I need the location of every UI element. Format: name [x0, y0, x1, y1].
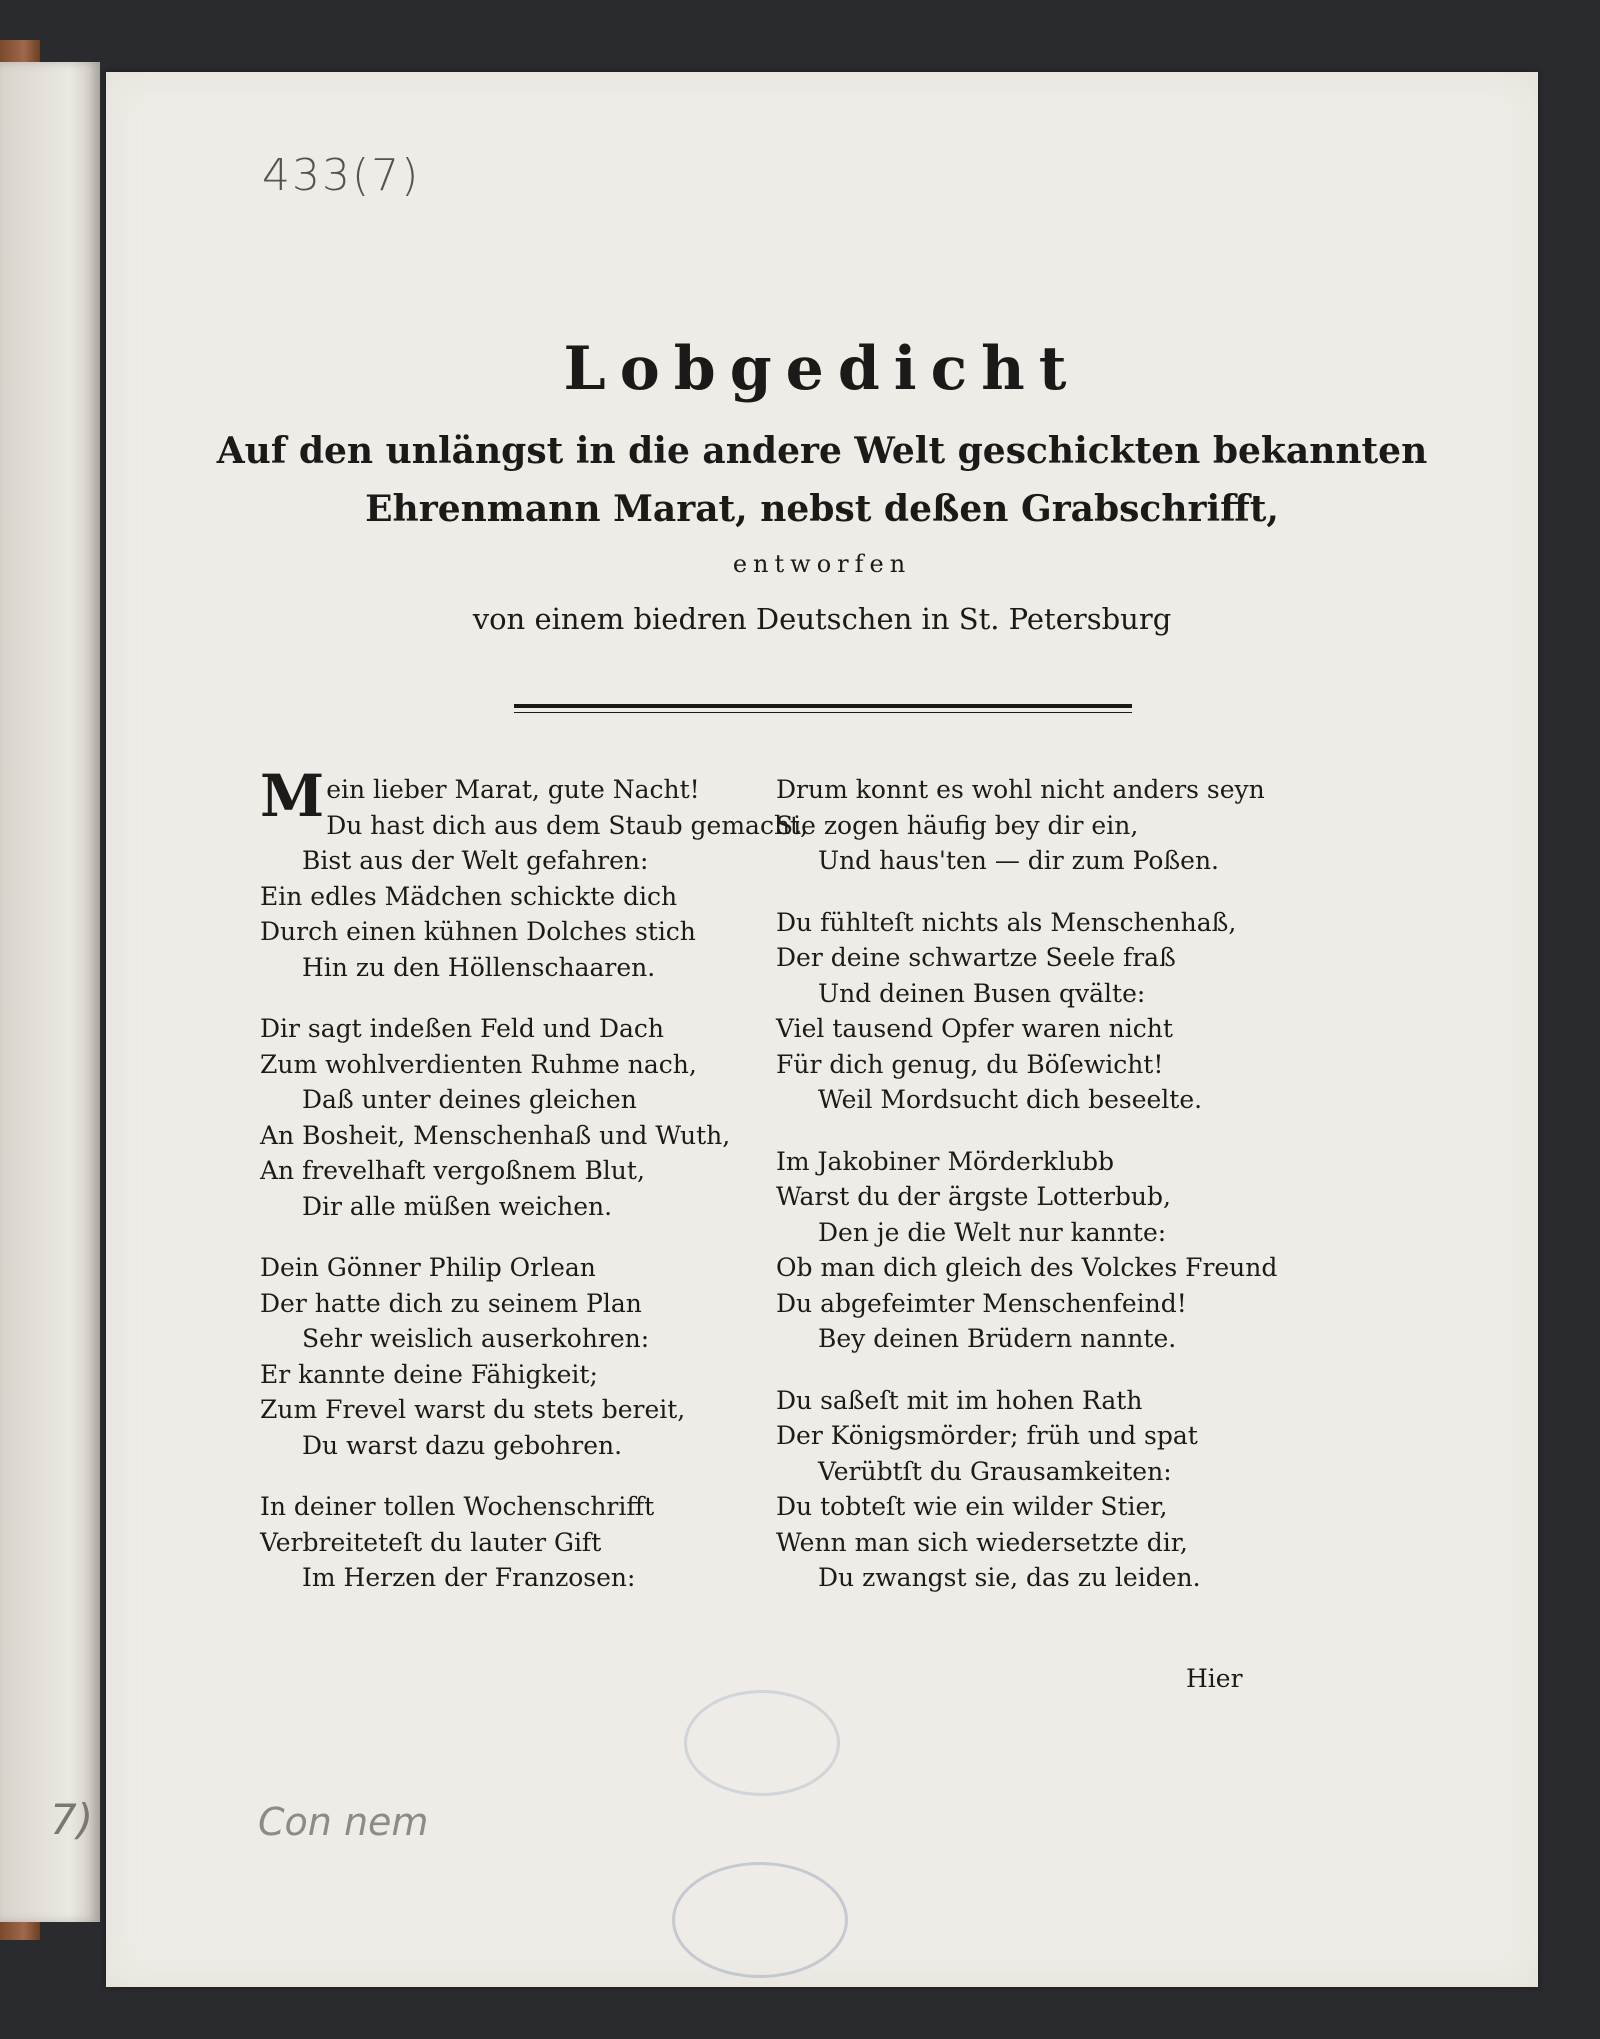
poem-line: Daß unter deines gleichen [302, 1085, 637, 1114]
poem-line: Und deinen Busen qvälte: [818, 978, 1146, 1008]
author-verb: entworfen [732, 550, 912, 578]
shelfmark-annotation: 433(7) [262, 150, 421, 201]
poem-line: Du zwangst sie, das zu leiden. [818, 1563, 1201, 1592]
poem-line: Dein Gönner Philip Orlean [260, 1253, 596, 1282]
poem-stanza [776, 772, 1296, 879]
poem-line: Du warst dazu gebohren. [302, 1430, 623, 1460]
poem-line: Wenn man sich wiedersetzte dir, [776, 1527, 1188, 1557]
catchword: Hier [1186, 1664, 1243, 1693]
poem-line: Du fühlteſt nichts als Menschenhaß, [776, 907, 1237, 937]
poem-line: Du tobteſt wie ein wilder Stier, [776, 1492, 1168, 1521]
poem-line: Mein lieber Marat, gute Nacht! [260, 762, 700, 830]
poem-line: Der hatte dich zu seinem Plan [260, 1288, 642, 1318]
margin-note: 7) [50, 1795, 94, 1844]
poem-line: Sehr weislich auserkohren: [302, 1324, 650, 1353]
poem-line: Bey deinen Brüdern nannte. [818, 1324, 1177, 1353]
poem-stanza [776, 1383, 1296, 1596]
title-divider-thin [514, 712, 1132, 713]
poem-line: Im Herzen der Franzosen: [302, 1563, 636, 1592]
poem-stanza [776, 1144, 1296, 1357]
poem-line: Viel tausend Opfer waren nicht [776, 1014, 1173, 1043]
poem-line: Drum konnt es wohl nicht anders seyn [776, 775, 1265, 804]
poem-stanza [260, 1011, 780, 1224]
poem-line: Den je die Welt nur kannte: [818, 1217, 1167, 1247]
poem-line: Bist aus der Welt gefahren: [302, 846, 649, 875]
poem-line: Der Königsmörder; früh und spat [776, 1421, 1198, 1450]
poem-line: Sie zogen häufig bey dir ein, [776, 810, 1139, 840]
subtitle [106, 422, 1538, 538]
poem-line: Er kannte deine Fähigkeit; [260, 1359, 598, 1389]
poem-line: Ein edles Mädchen schickte dich [260, 881, 678, 911]
poem-line: Zum Frevel warst du stets bereit, [260, 1395, 686, 1424]
poem-line: Verbreiteteſt du lauter Gift [260, 1527, 602, 1557]
subtitle-line-1: Auf den unlängst in die andere Welt geschickten bekannten [216, 430, 1428, 472]
poem-line: Du saßeſt mit im hohen Rath [776, 1385, 1143, 1415]
poem-line: Dir sagt indeßen Feld und Dach [260, 1014, 665, 1043]
poem-line: Ob man dich gleich des Volckes Freund [776, 1253, 1278, 1282]
faded-library-stamp [684, 1690, 840, 1796]
poem-line: Weil Mordsucht dich beseelte. [818, 1085, 1203, 1114]
poem-left-column [260, 762, 809, 1622]
poem-line: In deiner tollen Wochenschrifft [260, 1492, 655, 1521]
poem-line: Warst du der ärgste Lotterbub, [776, 1182, 1171, 1211]
page-title: Lobgedicht [563, 334, 1081, 404]
subtitle-line-2: Ehrenmann Marat, nebst deßen Grabschrifft, [365, 488, 1279, 530]
poem-line: Du hast dich aus dem Staub gemacht, [326, 810, 809, 840]
author-line: von einem biedren Deutschen in St. Petersburg [472, 602, 1172, 636]
poem-line: Verübtſt du Grausamkeiten: [818, 1456, 1172, 1486]
poem-right-column [776, 772, 1296, 1622]
poem-line: An frevelhaft vergoßnem Blut, [260, 1156, 645, 1185]
poem-line: Durch einen kühnen Dolches stich [260, 917, 696, 946]
poem-line: An Bosheit, Menschenhaß und Wuth, [260, 1120, 731, 1150]
poem-line: Dir alle müßen weichen. [302, 1191, 613, 1221]
title-divider [514, 704, 1132, 708]
poem-stanza [260, 1250, 780, 1463]
poem-line: Du abgefeimter Menschenfeind! [776, 1288, 1187, 1318]
poem-stanza [776, 905, 1296, 1118]
poem-line: Und haus'ten — dir zum Poßen. [818, 846, 1219, 875]
facing-page-edge [0, 62, 100, 1922]
library-stamp [672, 1862, 848, 1978]
drop-capital: M [260, 762, 325, 830]
poem-stanza [260, 1489, 780, 1596]
poem-line: Zum wohlverdienten Ruhme nach, [260, 1049, 697, 1079]
poem-line: Der deine schwartze Seele fraß [776, 943, 1176, 972]
margin-note-2: Con nem [258, 1800, 429, 1844]
poem-line: Für dich genug, du Böſewicht! [776, 1049, 1164, 1079]
document-page [106, 72, 1538, 1987]
poem-line: Im Jakobiner Mörderklubb [776, 1146, 1115, 1176]
poem-stanza [260, 762, 809, 985]
poem-line: Hin zu den Höllenschaaren. [302, 952, 656, 982]
